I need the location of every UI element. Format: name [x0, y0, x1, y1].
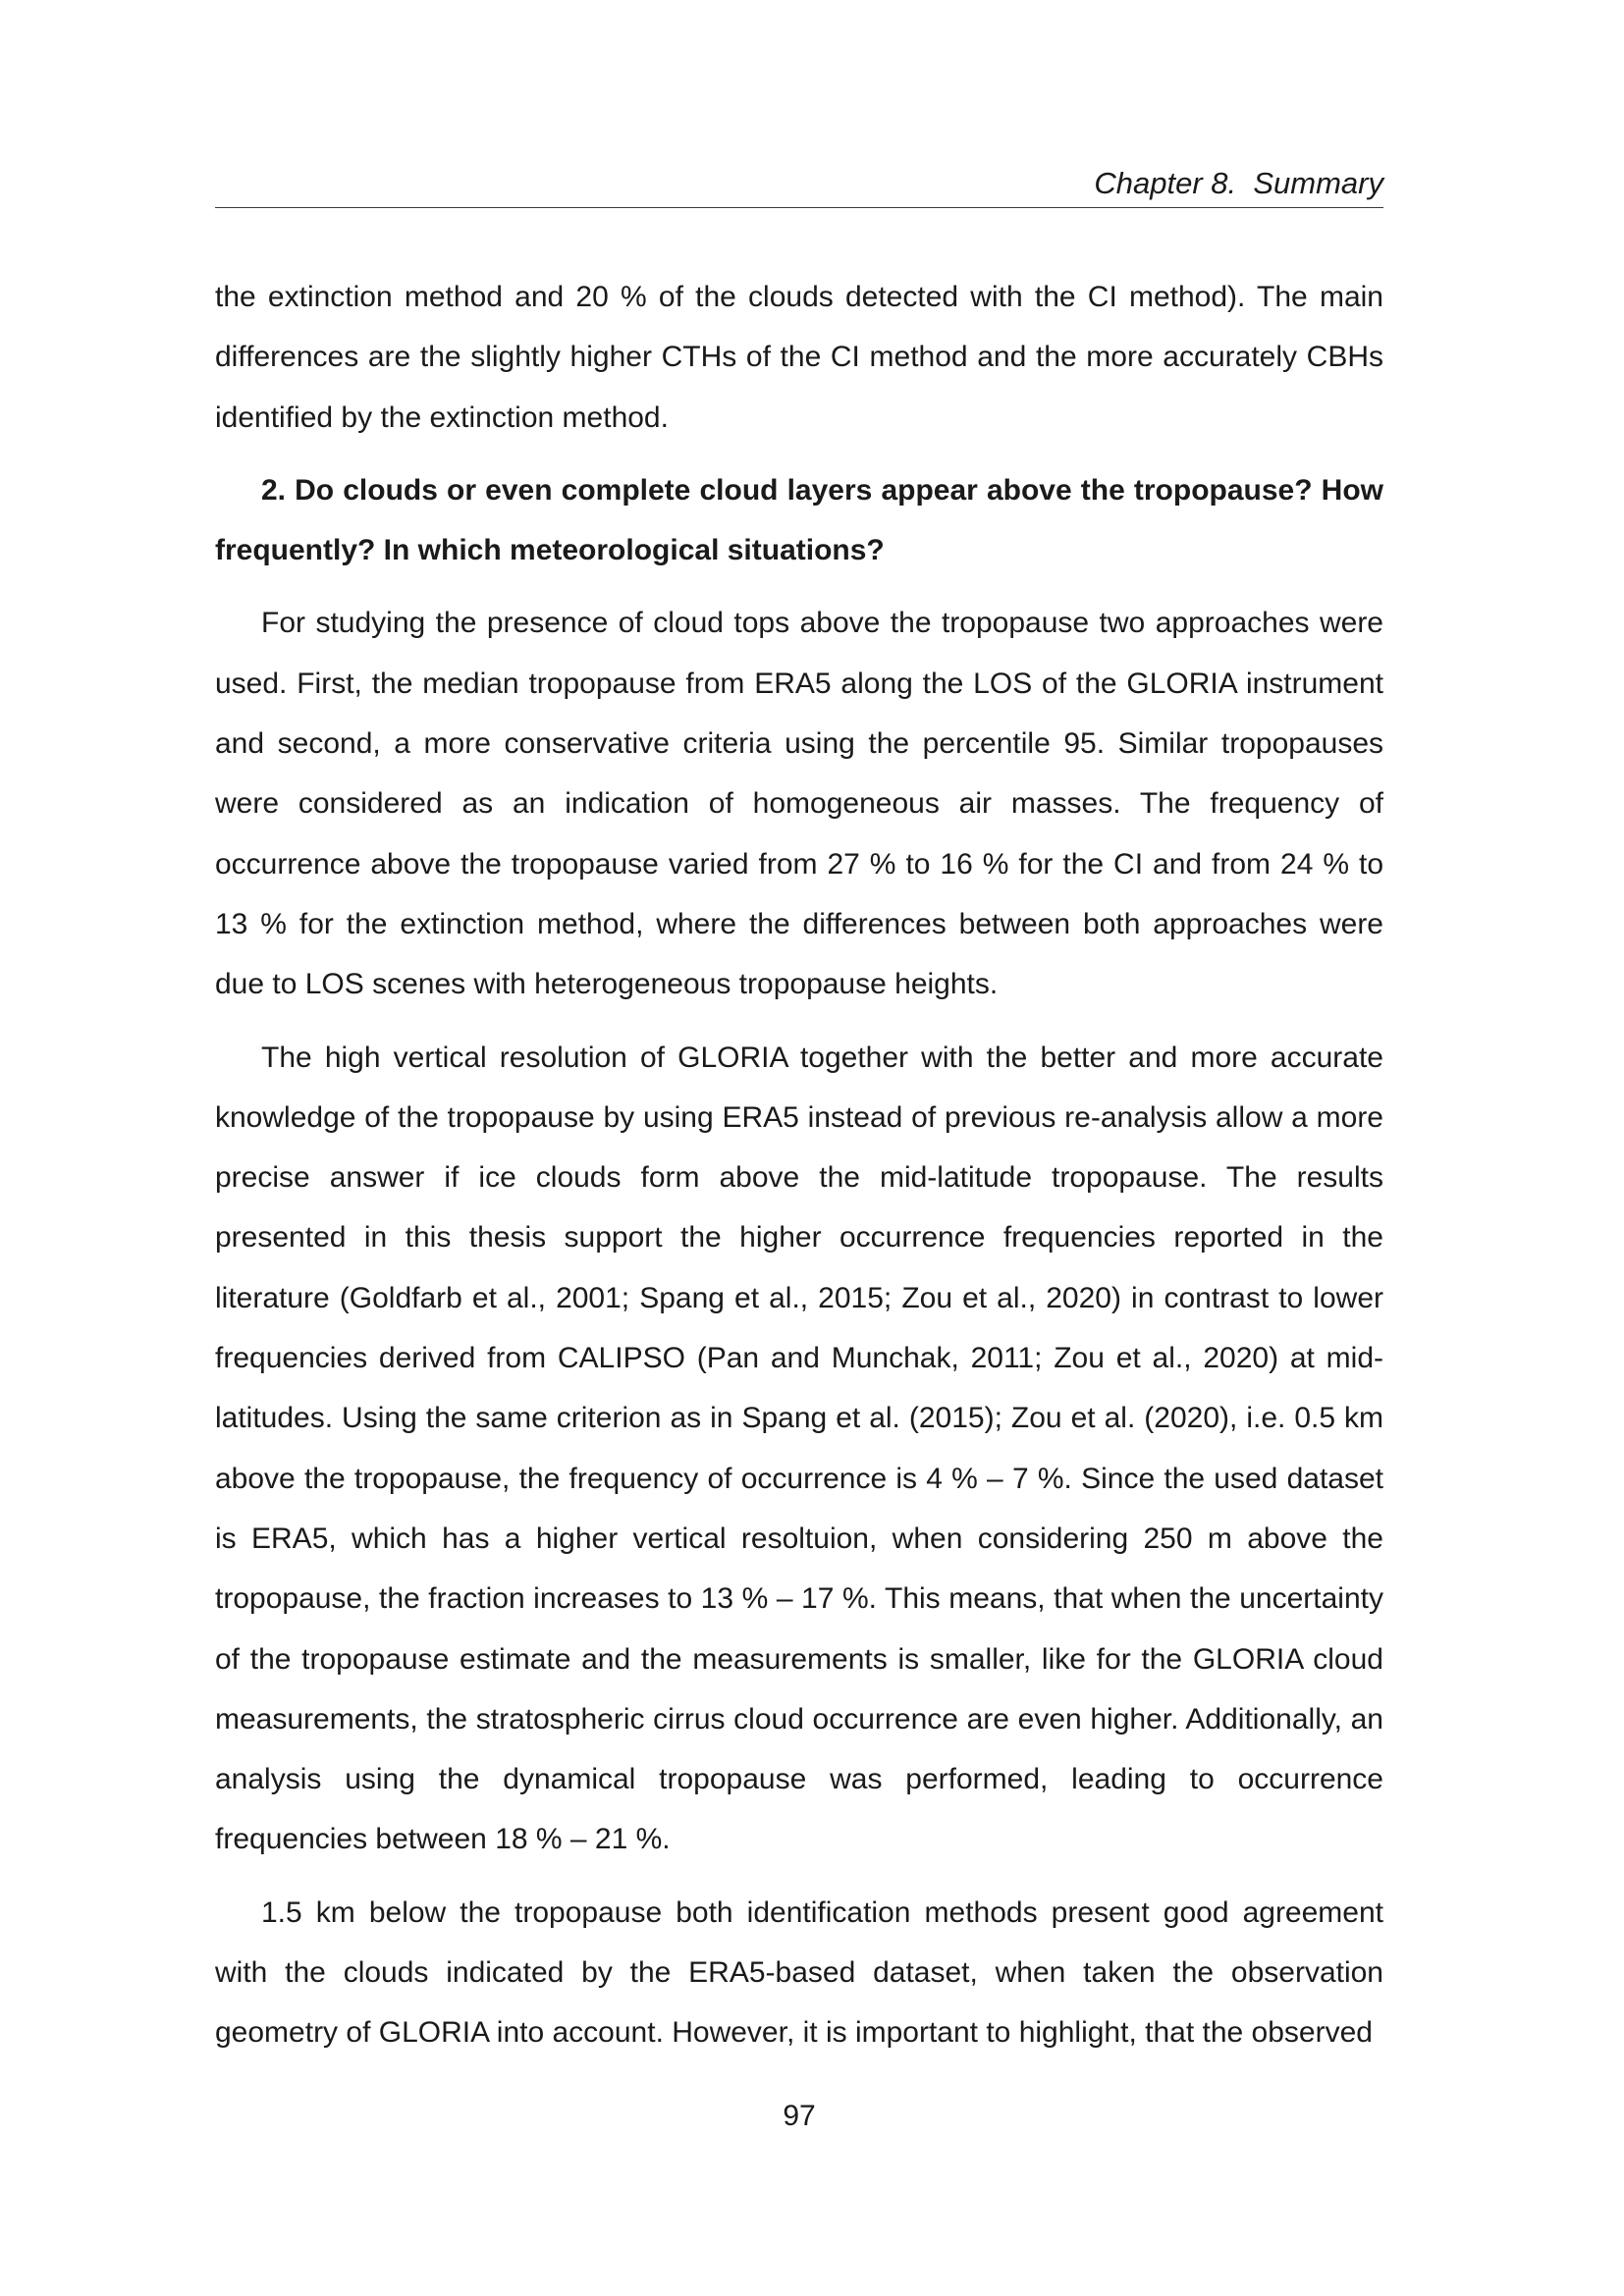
chapter-label: Chapter 8.: [1094, 166, 1237, 200]
paragraph-cloud-tops: For studying the presence of cloud tops above the tropopause two approaches were used. First, the median tropopause from ERA5 along the LOS of the GLORIA instrument and second, a more conservative criteria using the percentile 95. Similar tropopauses were considered as an indication of homogeneous air masses. The frequency of occurrence above the tropopause varied from 27 % to 16 % for the CI and from 24 % to 13 % for the extinction method, where the differences between both approaches were due to LOS scenes with heterogeneous tropopause heights.: [215, 607, 1383, 1001]
page-number: 97: [783, 2100, 816, 2132]
running-header: [215, 165, 1383, 202]
paragraph-continuation: the extinction method and 20 % of the clouds detected with the CI method). The main differences are the slightly higher CTHs of the CI method and the more accurately CBHs identified by the extinction method.: [215, 281, 1383, 434]
research-question-2: 2. Do clouds or even complete cloud layers appear above the tropopause? How frequently? In which meteorological situations?: [215, 473, 1383, 567]
chapter-title: Summary: [1253, 166, 1383, 200]
paragraph-below-tropopause: 1.5 km below the tropopause both identification methods present good agreement with the clouds indicated by the ERA5-based dataset, when taken the observation geometry of GLORIA into account. However, it is important to highlight, that the observed: [215, 1896, 1383, 2050]
header-rule: [215, 207, 1383, 208]
body-text: [215, 267, 1383, 2076]
paragraph-gloria-resolution: The high vertical resolution of GLORIA together with the better and more accurate knowledge of the tropopause by using ERA5 instead of previous re-analysis allow a more precise answer if ice clouds form above the mid-latitude tropopause. The results presented in this thesis support the higher occurrence frequencies reported in the literature (Goldfarb et al., 2001; Spang et al., 2015; Zou et al., 2020) in contrast to lower frequencies derived from CALIPSO (Pan and Munchak, 2011; Zou et al., 2020) at mid-latitudes. Using the same criterion as in Spang et al. (2015); Zou et al. (2020), i.e. 0.5 km above the tropopause, the frequency of occurrence is 4 % – 7 %. Since the used dataset is ERA5, which has a higher vertical resoltuion, when considering 250 m above the tropopause, the fraction increases to 13 % – 17 %. This means, that when the uncertainty of the tropopause estimate and the measurements is smaller, like for the GLORIA cloud measurements, the stratospheric cirrus cloud occurrence are even higher. Additionally, an analysis using the dynamical tropopause was performed, leading to occurrence frequencies between 18 % – 21 %.: [215, 1041, 1383, 1856]
